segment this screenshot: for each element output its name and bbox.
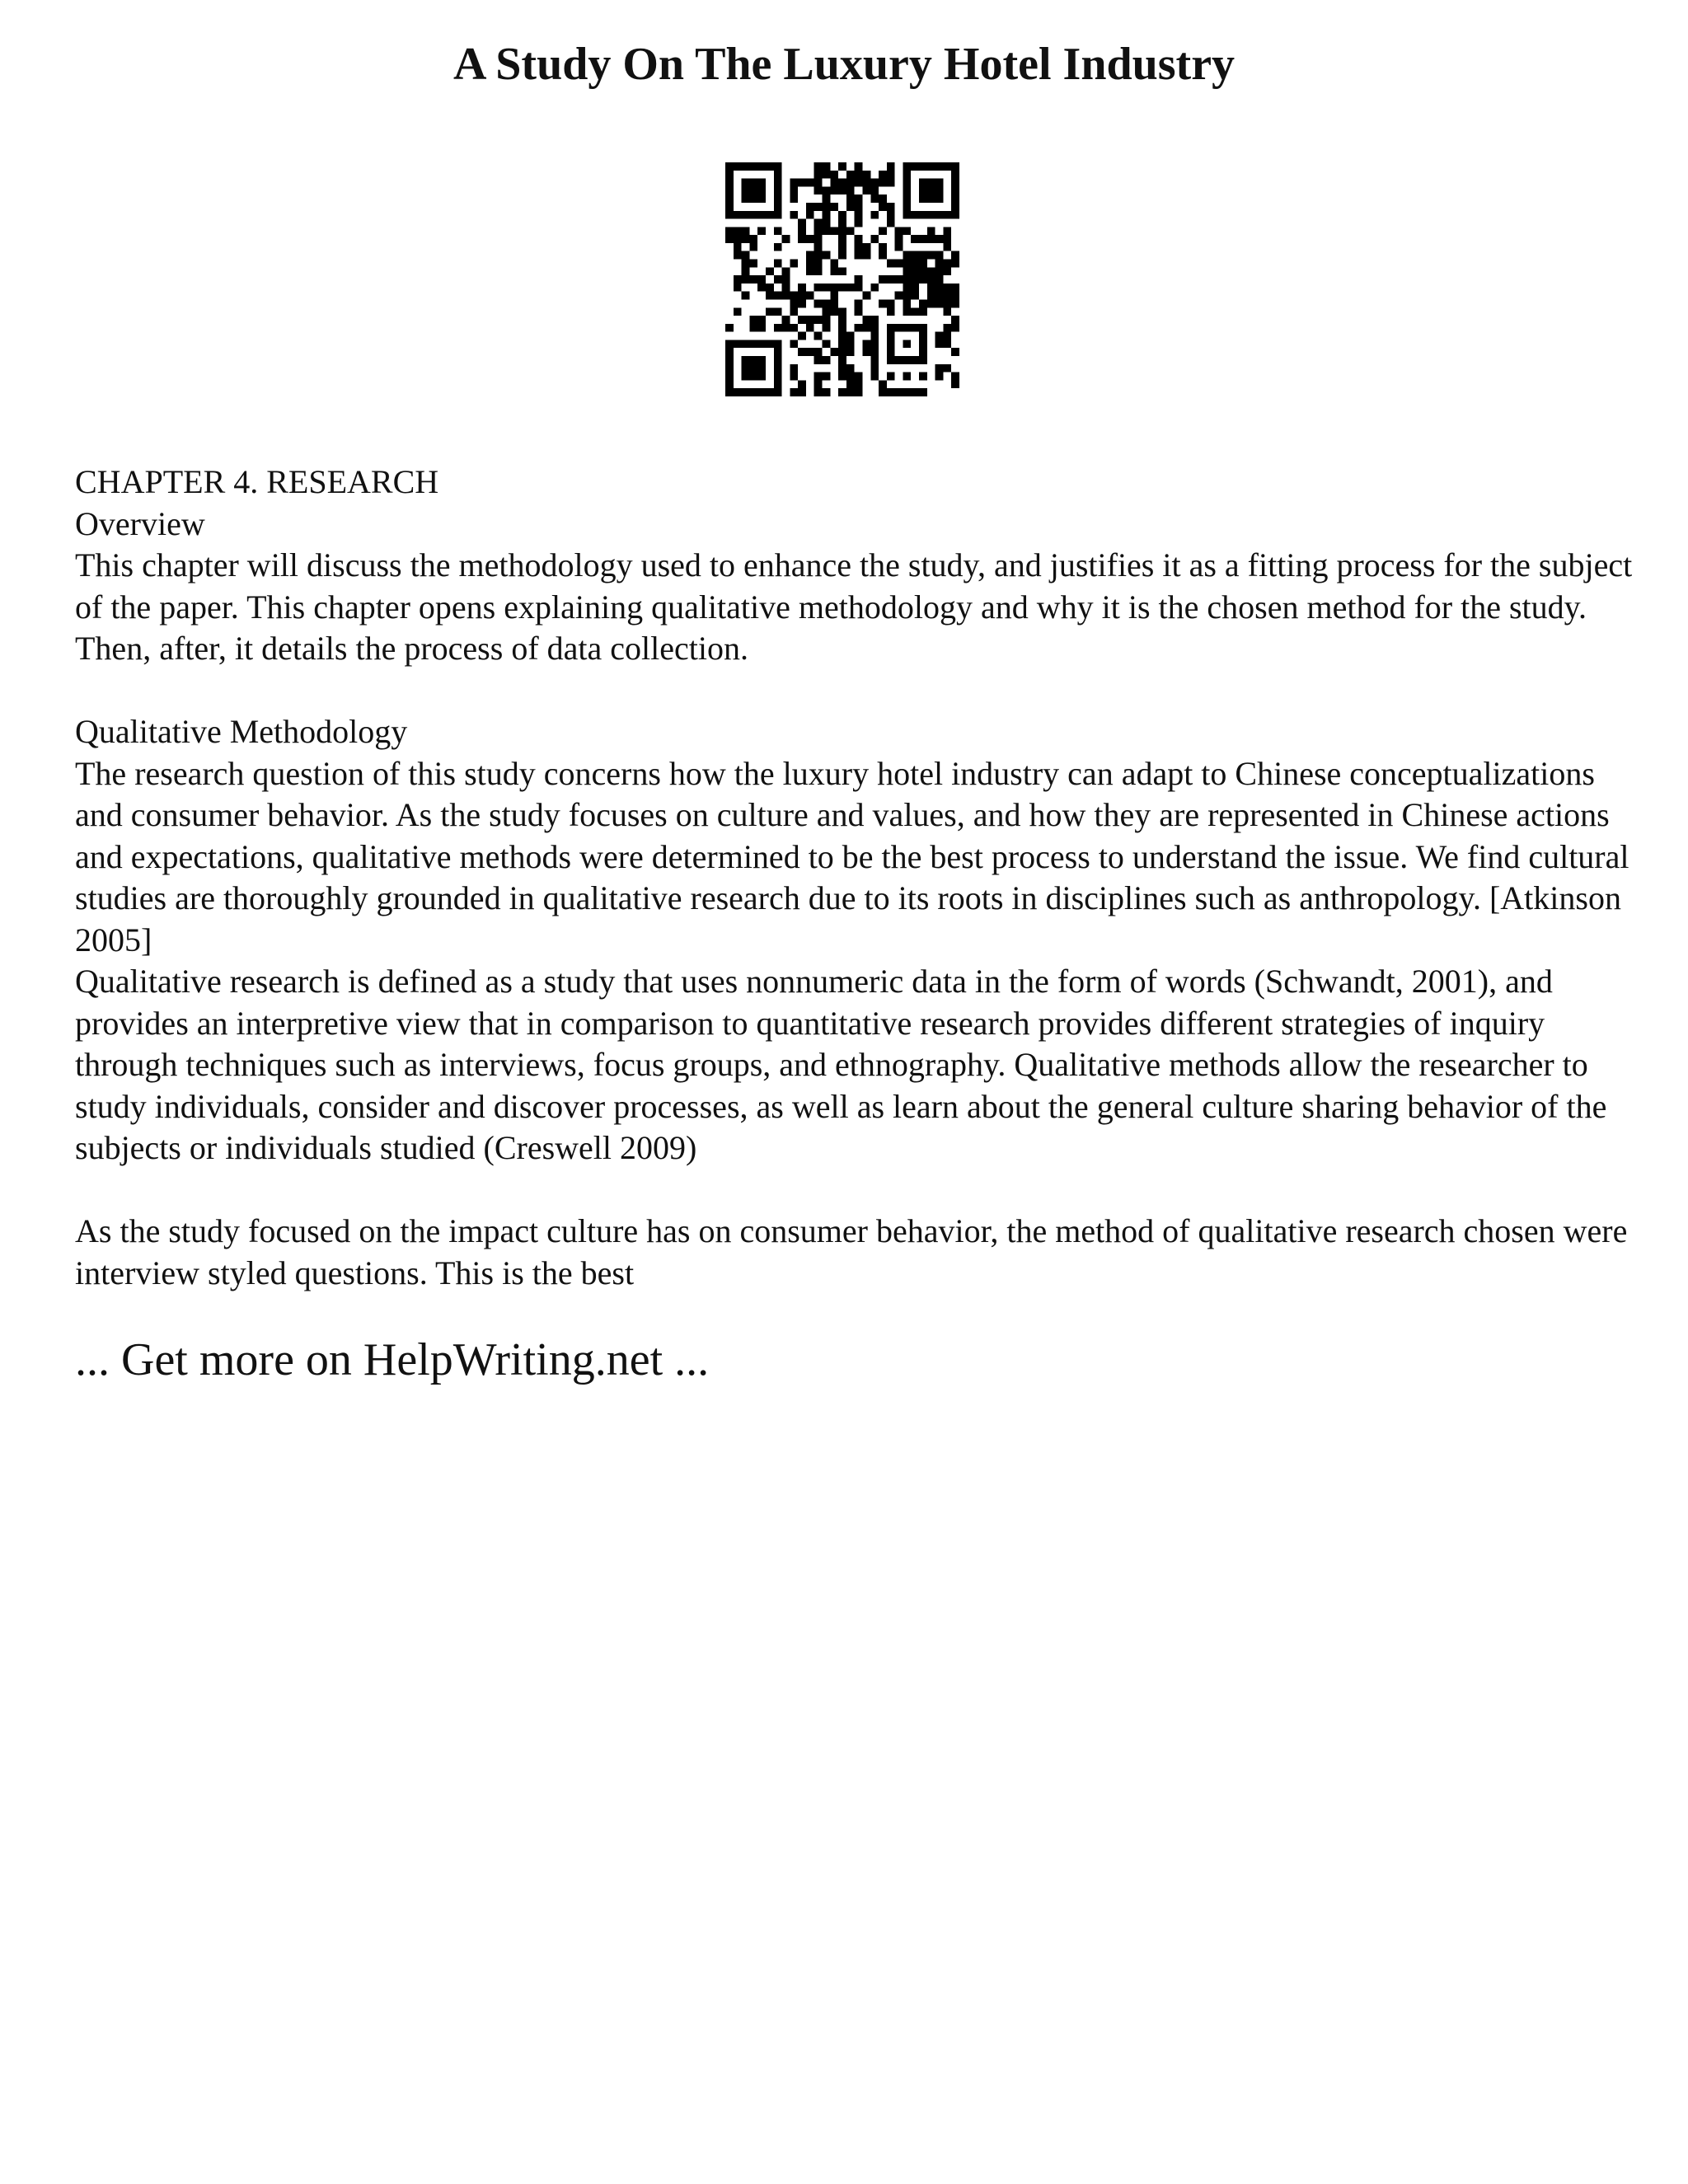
closing-paragraph: As the study focused on the impact culture has on consumer behavior, the method of qualitative research chosen were interview styled questions. This is the best [75, 1212, 1628, 1291]
get-more-link[interactable]: ... Get more on HelpWriting.net ... [75, 1334, 710, 1385]
paragraph-gap [75, 670, 1641, 712]
article-body [75, 462, 1641, 1294]
paragraph-gap [75, 1169, 1641, 1212]
overview-heading: Overview [75, 504, 205, 542]
chapter-heading: CHAPTER 4. RESEARCH [75, 463, 439, 500]
qualitative-heading: Qualitative Methodology [75, 713, 408, 750]
qr-code-icon [725, 162, 959, 396]
page-title: A Study On The Luxury Hotel Industry [452, 39, 1236, 90]
qualitative-paragraph-2: Qualitative research is defined as a study that uses nonnumeric data in the form of words (Schwandt, 2001), and provides an interpretive view that in comparison to quantitative research provides different strategies of inquiry through techniques such as interviews, focus groups, and ethnography. Qualitative methods allow the researcher to study individuals, consider and discover processes, as well as learn about the general culture sharing behavior of the subjects or individuals studied (Creswell 2009) [75, 963, 1607, 1166]
overview-paragraph: This chapter will discuss the methodology used to enhance the study, and justifies it as a fitting process for the subject of the paper. This chapter opens explaining qualitative methodology and why it is the chosen method for the study. Then, after, it details the process of data collection. [75, 546, 1633, 667]
qualitative-paragraph-1: The research question of this study concerns how the luxury hotel industry can adapt to Chinese conceptualizations and consumer behavior. As the study focuses on culture and values, and how they are represented in Chinese actions and expectations, qualitative methods were determined to be the best process to understand the issue. We find cultural studies are thoroughly grounded in qualitative research due to its roots in disciplines such as anthropology. [Atkinson 2005] [75, 754, 1629, 958]
